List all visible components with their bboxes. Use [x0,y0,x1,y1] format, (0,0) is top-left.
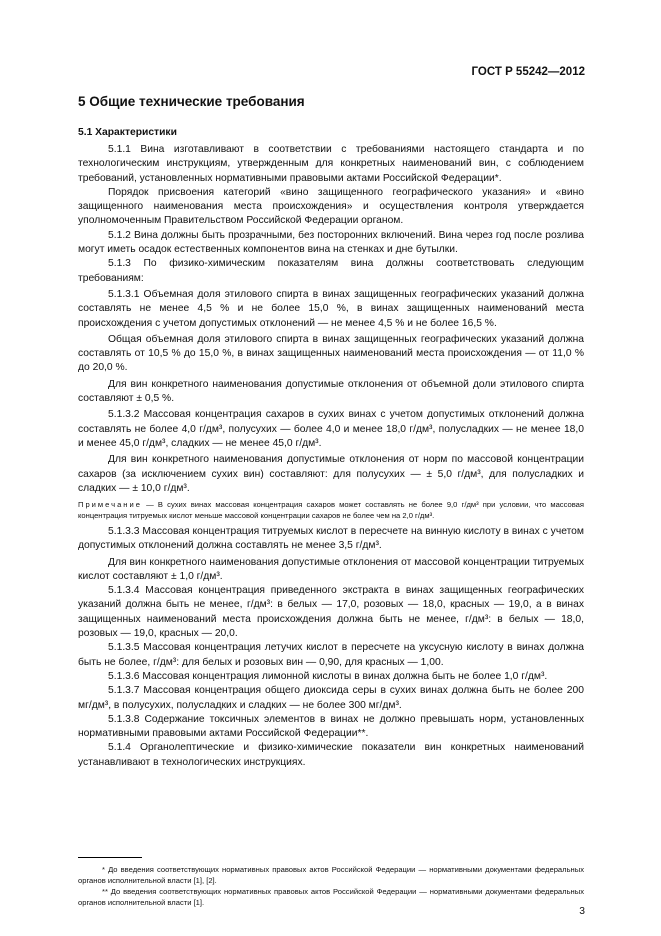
footnotes [78,864,584,908]
paragraph-5-1-3: 5.1.3 По физико-химическим показателям вина должны соответствовать следующим требованиям: [78,258,584,284]
paragraph-5-1-3-7: 5.1.3.7 Массовая концентрация общего диоксида серы в сухих винах должна быть не более 200 мг/дм³, в полусухих, полусладких и сладких — не более 300 мг/дм³. [78,685,584,711]
footnote-divider [78,857,142,858]
note-text: — В сухих винах массовая концентрация сахаров может составлять не более 9,0 г/дм³ при условии, что массовая концентрация титруемых кислот меньше массовой концентрации сахаров не более чем на 2,0 г/дм³. [78,500,584,520]
footnote-2: ** До введения соответствующих нормативных правовых актов Российской Федерации — нормативными документами федеральных органов исполнительной власти [1]. [78,887,584,907]
paragraph-5-1-3-1: 5.1.3.1 Объемная доля этилового спирта в винах защищенных географических указаний должна составлять не менее 4,5 % и не более 15,0 %, в винах защищенных наименований места происхождения с учетом допустимых отклонений — не менее 4,5 % и не более 16,5 %. [78,288,584,329]
paragraph-alcohol-tolerance: Для вин конкретного наименования допустимые отклонения от объемной доли этилового спирта составляют ± 0,5 %. [78,378,584,405]
note [78,500,584,521]
paragraph-5-1-3-5: 5.1.3.5 Массовая концентрация летучих кислот в пересчете на уксусную кислоту в винах должна быть не более, г/дм³: для белых и розовых вин — 0,90, для красных — 1,00. [78,642,584,668]
subsection-title: 5.1 Характеристики [78,127,177,138]
document-code-header: ГОСТ Р 55242—2012 [471,66,585,78]
paragraph-sugar-tolerance: Для вин конкретного наименования допустимые отклонения от норм по массовой концентрации сахаров (за исключением сухих вин) составляют: для полусухих — ± 5,0 г/дм³, для полусладких и сладких — ± 10,0 г/дм³. [78,454,584,494]
paragraph-5-1-3-6: 5.1.3.6 Массовая концентрация лимонной кислоты в винах должна быть не более 1,0 г/дм³. [108,670,548,682]
page-number: 3 [579,906,585,917]
paragraph-5-1-3-3: 5.1.3.3 Массовая концентрация титруемых кислот в пересчете на винную кислоту в винах с учетом допустимых отклонений должна составлять не менее 3,5 г/дм³. [78,525,584,552]
paragraph-5-1-4: 5.1.4 Органолептические и физико-химические показатели вин конкретных наименований устанавливают в технологических инструкциях. [78,742,584,768]
paragraph-category-order: Порядок присвоения категорий «вино защищенного географического указания» и «вино защищенного наименования места происхождения» и осуществления контроля утверждается уполномоченным Правительством Российской Федерации органом. [78,186,584,227]
paragraph-5-1-1: 5.1.1 Вина изготавливают в соответствии с требованиями настоящего стандарта и по технологическим инструкциям, утвержденным для конкретных наименований вин, с соблюдением требований, установленных нормативными правовыми актами Российской Федерации*. [78,144,584,184]
section-title: 5 Общие технические требования [78,94,305,109]
paragraph-5-1-2: 5.1.2 Вина должны быть прозрачными, без посторонних включений. Вина через год после розлива могут иметь осадок естественных компонентов вина на стенках и дне бутылки. [78,229,584,256]
paragraph-5-1-3-8: 5.1.3.8 Содержание токсичных элементов в винах не должно превышать норм, установленных нормативными правовыми актами Российской Федерации**. [78,713,584,740]
paragraph-5-1-3-2: 5.1.3.2 Массовая концентрация сахаров в сухих винах с учетом допустимых отклонений должна составлять не более 4,0 г/дм³, полусухих — более 4,0 и менее 18,0 г/дм³, полусладких — не менее 18,0 и менее 45,0 г/дм³, сладких — не менее 45,0 г/дм³. [78,409,584,449]
footnote-1: * До введения соответствующих нормативных правовых актов Российской Федерации — нормативными документами федеральных органов исполнительной власти [1], [2]. [78,865,584,885]
note-label: Примечание [78,500,142,510]
paragraph-total-alcohol: Общая объемная доля этилового спирта в винах защищенных географических указаний должна составлять от 10,5 % до 15,0 %, в винах защищенных наименований места происхождения — от 11,0 % до 20,0 %. [78,333,584,374]
paragraph-5-1-3-4: 5.1.3.4 Массовая концентрация приведенного экстракта в винах защищенных географических указаний должна быть не менее, г/дм³: в белых — 17,0, розовых — 18,0, красных — 19,0, а в винах защищенных наименований места происхождения должна быть не менее, г/дм³: в белых — 18,0, розовых — 19,0, красных — 20,0. [78,585,584,640]
main-content [78,94,584,770]
paragraph-acid-tolerance: Для вин конкретного наименования допустимые отклонения от массовой концентрации титруемых кислот составляют ± 1,0 г/дм³. [78,556,584,582]
